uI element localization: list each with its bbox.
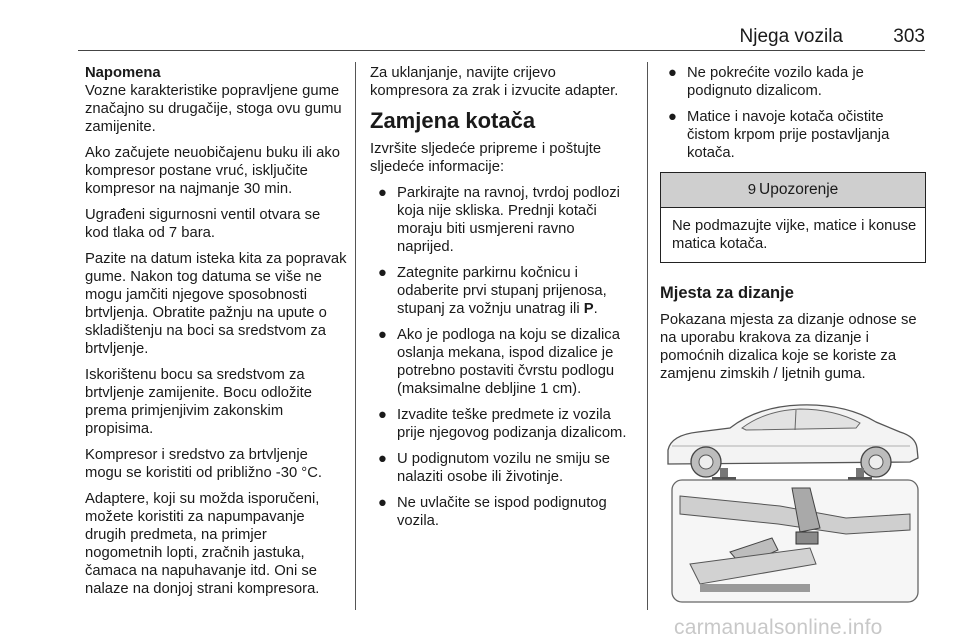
list-item: ● Matice i navoje kotača očistite čistom krpom prije postavljanja kotača. (668, 109, 890, 161)
bullet-icon: ● (378, 495, 387, 511)
paragraph: Vozne karakteristike popravljene gume značajno su drugačije, stoga ovu gumu zamijenite. (85, 83, 342, 135)
bullet-icon: ● (668, 65, 677, 81)
warning-header (661, 173, 925, 208)
list-item: ● Ako je podloga na koju se dizalica oslanja mekana, ispod dizalice je potrebno postaviti čvrstu podlogu (maksimalne debljine 1 cm). (378, 327, 620, 397)
paragraph: Ugrađeni sigurnosni ventil otvara se kod tlaka od 7 bara. (85, 207, 321, 241)
gear-letter: P (583, 301, 594, 317)
list-item: ● U podignutom vozilu ne smiju se nalaziti osobe ili životinje. (378, 451, 611, 485)
warning-text: Ne podmazujte vijke, matice i konuse matica kotača. (672, 218, 917, 252)
page-header (78, 26, 925, 51)
bullet-icon: ● (378, 327, 387, 343)
heading-wheel-change: Zamjena kotača (370, 108, 536, 133)
column-2 (370, 64, 632, 538)
warning-triangle-icon: 9 (747, 181, 757, 198)
section-title: Njega vozila (739, 26, 843, 47)
paragraph: Pazite na datum isteka kita za popravak gume. Nakon tog datuma se više ne mogu jamčiti njegove sposobnosti brtvljenja. Obratite pažnju na upute o skladištenju na boci sa sredstvom za brtvljenje. (85, 251, 347, 357)
watermark: carmanualsonline.info (674, 616, 883, 639)
note-title: Napomena (85, 65, 161, 81)
heading-lifting-points: Mjesta za dizanje (660, 284, 794, 302)
paragraph: Ako začujete neuobičajenu buku ili ako kompresor postane vruć, isključite kompresor na najmanje 30 min. (85, 145, 341, 197)
bullet-icon: ● (378, 407, 387, 423)
list-item: ● Zategnite parkirnu kočnicu i odaberite prvi stupanj prijenosa, stupanj za vožnju unatrag ili P. (378, 265, 607, 317)
column-1 (85, 64, 347, 606)
bullet-icon: ● (378, 265, 387, 281)
warning-box (660, 172, 926, 263)
precaution-list (660, 64, 926, 162)
list-item: ● Izvadite teške predmete iz vozila prije njegovog podizanja dizalicom. (378, 407, 627, 441)
column-divider-1 (355, 62, 356, 610)
lifting-points-paragraph: Pokazana mjesta za dizanje odnose se na uporabu krakova za dizanje i pomoćnih dizalica koje se koriste za zamjenu zimskih / ljetnih guma. (660, 312, 917, 382)
intro-paragraph: Za uklanjanje, navijte crijevo kompresora za zrak i izvucite adapter. (370, 65, 619, 99)
paragraph: Adaptere, koji su možda isporučeni, možete koristiti za napumpavanje drugih predmeta, na primjer nogometnih lopti, zračnih jastuka, čamaca na napuhavanje itd. Oni se nalaze na donjoj strani kompresora. (85, 491, 320, 597)
page-number: 303 (893, 26, 925, 47)
lift-arm-detail (672, 480, 918, 602)
column-divider-2 (647, 62, 648, 610)
list-item: ● Ne pokrećite vozilo kada je podignuto dizalicom. (668, 65, 864, 99)
preparation-list (370, 184, 632, 530)
lead-paragraph: Izvršite sljedeće pripreme i poštujte sljedeće informacije: (370, 141, 602, 175)
paragraph: Iskorištenu bocu sa sredstvom za brtvljenje zamijenite. Bocu odložite prema primjenjivim zakonskim propisima. (85, 367, 313, 437)
paragraph: Kompresor i sredstvo za brtvljenje mogu se koristiti od približno -30 °C. (85, 447, 323, 481)
bullet-icon: ● (668, 109, 677, 125)
bullet-icon: ● (378, 185, 387, 201)
bullet-icon: ● (378, 451, 387, 467)
warning-title: Upozorenje (759, 181, 839, 198)
column-3 (660, 64, 926, 391)
car-lifting-illustration (660, 388, 926, 606)
list-item: ● Parkirajte na ravnoj, tvrdoj podlozi koja nije skliska. Prednji kotači moraju biti usmjereni ravno naprijed. (378, 185, 620, 255)
list-item: ● Ne uvlačite se ispod podignutog vozila. (378, 495, 607, 529)
